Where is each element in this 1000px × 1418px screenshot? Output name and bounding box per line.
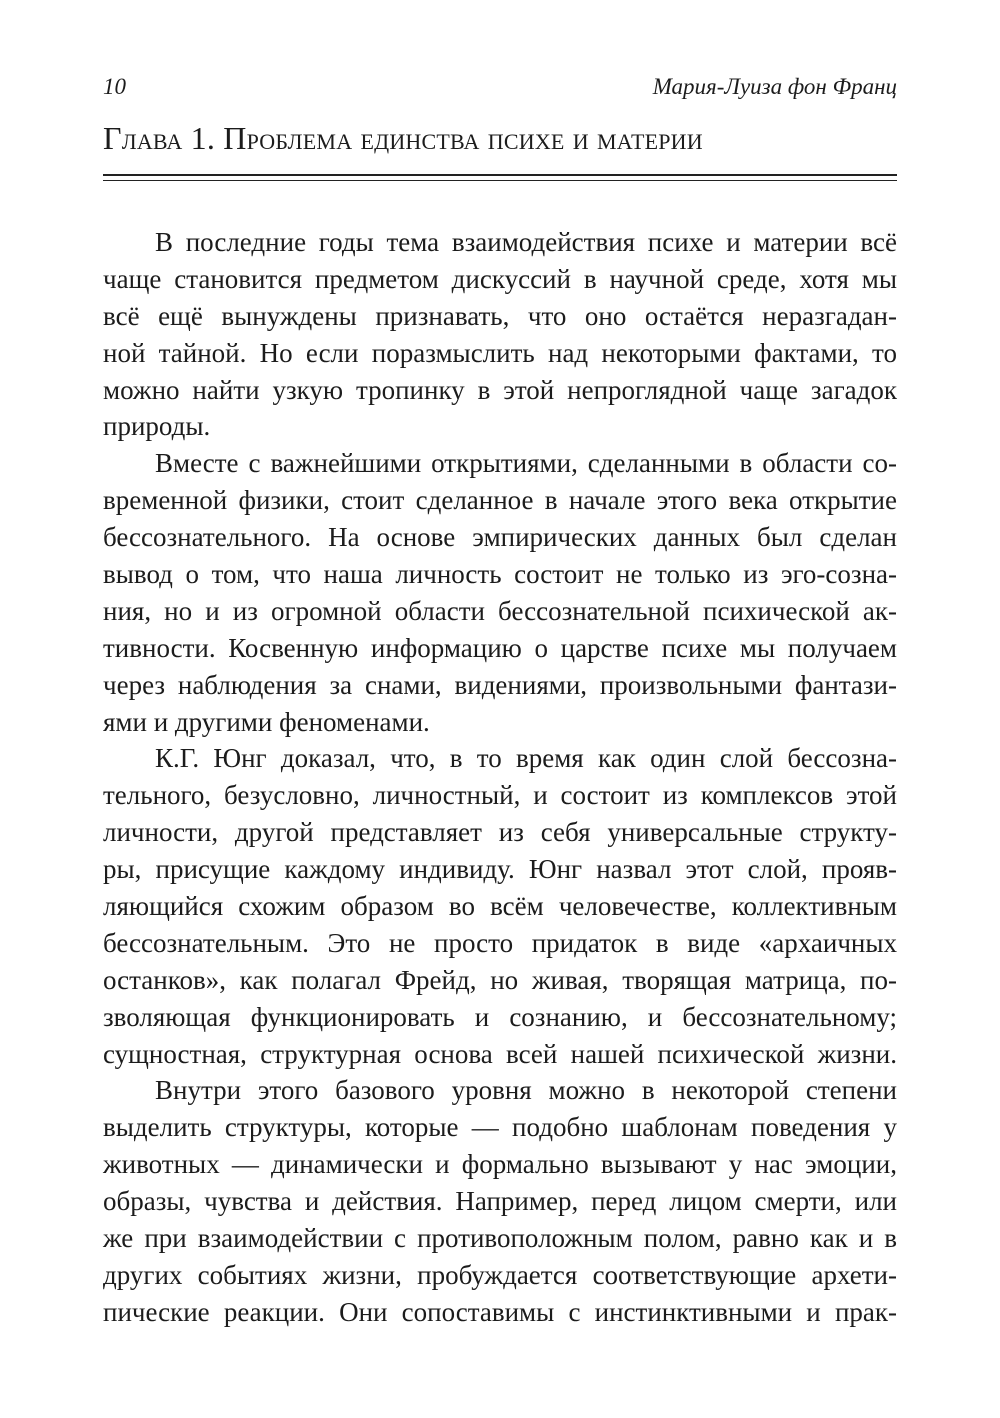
paragraph-1-line-2: чаще становится предметом дискуссий в научной среде, хотя мы bbox=[103, 263, 897, 294]
paragraph-3-line-5: ляющийся схожим образом во всём человечестве, коллективным bbox=[103, 891, 897, 922]
paragraph-2-line-7: через наблюдения за снами, видениями, произвольными фантази- bbox=[103, 669, 897, 700]
paragraph-4-line-6: других событиях жизни, пробуждается соответствующие архети- bbox=[103, 1259, 897, 1290]
page-number: 10 bbox=[103, 74, 126, 99]
paragraph-3-line-4: ры, присущие каждому индивиду. Юнг назвал этот слой, прояв- bbox=[103, 854, 897, 885]
body-text bbox=[103, 224, 897, 1331]
paragraph-2-line-6: тивности. Косвенную информацию о царстве психе мы получаем bbox=[103, 632, 897, 663]
paragraph-2-line-1: Вместе с важнейшими открытиями, сделанными в области со- bbox=[155, 448, 897, 479]
paragraph-3-line-2: тельного, безусловно, личностный, и состоит из комплексов этой bbox=[103, 780, 897, 811]
paragraph-4-line-7: пические реакции. Они сопоставимы с инстинктивными и прак- bbox=[103, 1296, 897, 1327]
paragraph-1-line-4: ной тайной. Но если поразмыслить над некоторыми фактами, то bbox=[103, 337, 897, 368]
paragraph-1-line-6: природы. bbox=[103, 411, 211, 442]
paragraph-4-line-3: животных — динамически и формально вызывают у нас эмоции, bbox=[103, 1149, 897, 1180]
paragraph-2-line-3: бессознательного. На основе эмпирических данных был сделан bbox=[103, 522, 897, 553]
paragraph-4-line-5: же при взаимодействии с противоположным полом, равно как и в bbox=[103, 1223, 897, 1254]
paragraph-3-line-8: зволяющая функционировать и сознанию, и бессознательному; bbox=[103, 1001, 897, 1032]
paragraph-2-line-5: ния, но и из огромной области бессознательной психической ак- bbox=[103, 595, 897, 626]
paragraph-3-line-7: останков», как полагал Фрейд, но живая, творящая матрица, по- bbox=[103, 964, 897, 995]
paragraph-2-line-4: вывод о том, что наша личность состоит не только из эго-созна- bbox=[103, 559, 897, 590]
paragraph-1-line-3: всё ещё вынуждены признавать, что оно остаётся неразгадан- bbox=[103, 300, 897, 331]
paragraph-3-line-9: сущностная, структурная основа всей нашей психической жизни. bbox=[103, 1038, 897, 1069]
paragraph-1-line-5: можно найти узкую тропинку в этой непроглядной чаще загадок bbox=[103, 374, 897, 405]
paragraph-4-line-2: выделить структуры, которые — подобно шаблонам поведения у bbox=[103, 1112, 897, 1143]
paragraph-4-line-4: образы, чувства и действия. Например, перед лицом смерти, или bbox=[103, 1186, 897, 1217]
paragraph-3-line-6: бессознательным. Это не просто придаток в виде «архаичных bbox=[103, 927, 897, 958]
paragraph-2-line-2: временной физики, стоит сделанное в начале этого века открытие bbox=[103, 485, 897, 516]
chapter-title: Глава 1. Проблема единства психе и материи bbox=[103, 120, 703, 156]
title-rule-thick bbox=[103, 174, 897, 176]
paragraph-3-line-1: К.Г. Юнг доказал, что, в то время как один слой бессозна- bbox=[155, 743, 897, 774]
title-rule-thin bbox=[103, 180, 897, 181]
running-header bbox=[103, 72, 897, 102]
paragraph-3-line-3: личности, другой представляет из себя универсальные структу- bbox=[103, 817, 897, 848]
paragraph-2-line-8: ями и другими феноменами. bbox=[103, 706, 430, 737]
paragraph-4-line-1: Внутри этого базового уровня можно в некоторой степени bbox=[155, 1075, 897, 1106]
paragraph-1-line-1: В последние годы тема взаимодействия психе и материи всё bbox=[155, 227, 897, 257]
running-author: Мария-Луиза фон Франц bbox=[652, 74, 897, 99]
